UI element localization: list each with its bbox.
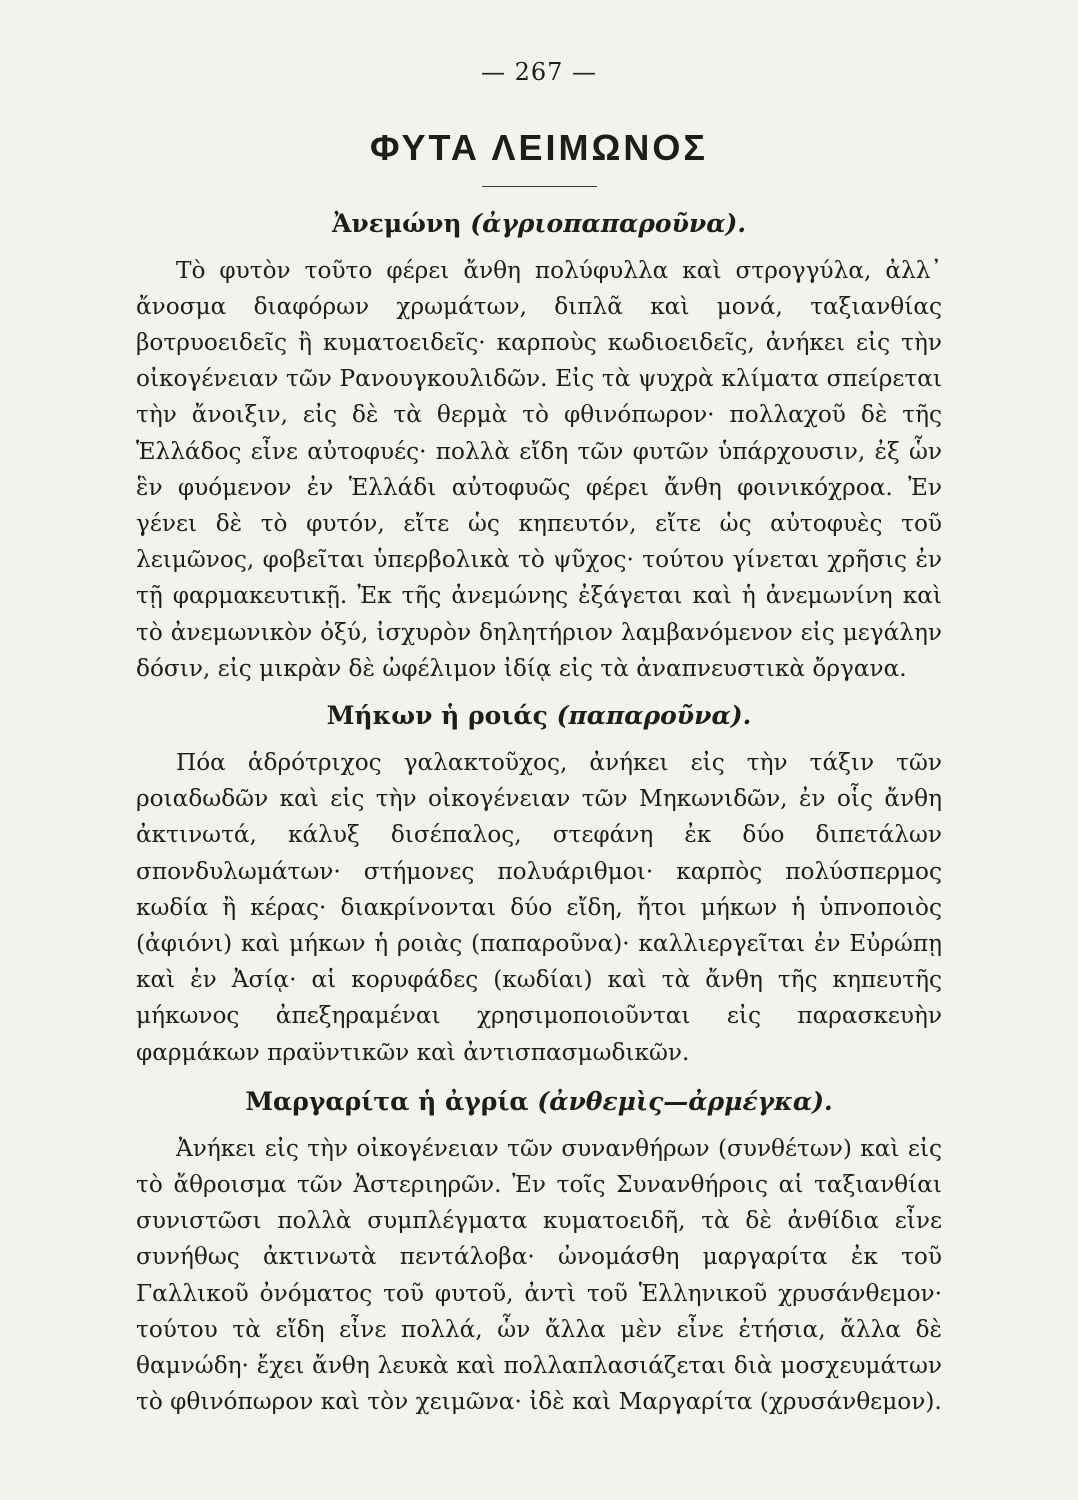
entry-heading-daisy xyxy=(136,1087,942,1117)
entry-alt-name: (ἀγριοπαπαροῦνα). xyxy=(470,208,747,238)
chapter-title: ΦΥΤΑ ΛΕΙΜΩΝΟΣ xyxy=(369,127,709,168)
entry-text-poppy: Πόα ἁδρότριχος γαλακτοῦχος, ἀνήκει εἰς τὴν τάξιν τῶν ροιαδωδῶν καὶ εἰς τὴν οἰκογένειαν τῶν Μηκωνιδῶν, ἐν οἷς ἄνθη ἀκτινωτά, κάλυξ δισέπαλος, στεφάνη ἐκ δύο διπετάλων σπονδυλωμάτων· στήμονες πολυάριθμοι· καρπὸς πολύσπερμος κωδία ἢ κέρας· διακρίνονται δύο εἴδη, ἤτοι μήκων ἡ ὑπνοποιὸς (ἀφιόνι) καὶ μήκων ἡ ροιὰς (παπαροῦνα)· καλλιεργεῖται ἐν Εὐρώπῃ καὶ ἐν Ἀσίᾳ· αἱ κορυφάδες (κωδίαι) καὶ τὰ ἄνθη τῆς κηπευτῆς μήκωνος ἀπεξηραμέναι χρησιμοποιοῦνται εἰς παρασκευὴν φαρμάκων πραϋντικῶν καὶ ἀντισπασμωδικῶν. xyxy=(136,749,942,1066)
entry-name: Μαργαρίτα ἡ ἀγρία xyxy=(245,1086,529,1116)
entry-text-anemone: Τὸ φυτὸν τοῦτο φέρει ἄνθη πολύφυλλα καὶ στρογγύλα, ἀλλ᾽ ἄνοσμα διαφόρων χρωμάτων, διπλᾶ καὶ μονά, ταξιανθίας βοτρυοειδεῖς ἢ κυματοειδεῖς· καρποὺς κωδιοειδεῖς, ἀνήκει εἰς τὴν οἰκογένειαν τῶν Ρανουγκουλιδῶν. Εἰς τὰ ψυχρὰ κλίματα σπείρεται τὴν ἄνοιξιν, εἰς δὲ τὰ θερμὰ τὸ φθινόπωρον· πολλαχοῦ δὲ τῆς Ἑλλάδος εἶνε αὐτοφυές· πολλὰ εἴδη τῶν φυτῶν ὑπάρχουσιν, ἐξ ὧν ἓν φυόμενον ἐν Ἑλλάδι αὐτοφυῶς φέρει ἄνθη φοινικόχροα. Ἐν γένει δὲ τὸ φυτόν, εἴτε ὡς κηπευτόν, εἴτε ὡς αὐτοφυὲς τοῦ λειμῶνος, φοβεῖται ὑπερβολικὰ τὸ ψῦχος· τούτου γίνεται χρῆσις ἐν τῇ φαρμακευτικῇ. Ἐκ τῆς ἀνεμώνης ἐξάγεται καὶ ἡ ἀνεμωνίνη καὶ τὸ ἀνεμωνικὸν ὀξύ, ἰσχυρὸν δηλητήριον λαμβανόμενον εἰς μεγάλην δόσιν, εἰς μικρὰν δὲ ὠφέλιμον ἰδίᾳ εἰς τὰ ἀναπνευστικὰ ὄργανα. xyxy=(136,256,942,682)
entry-poppy xyxy=(136,701,942,1071)
entry-anemone xyxy=(136,209,942,687)
entry-name: Ἀνεμώνη xyxy=(331,208,462,238)
entry-text-daisy: Ἀνήκει εἰς τὴν οἰκογένειαν τῶν συνανθήρων (συνθέτων) καὶ εἰς τὸ ἄθροισμα τῶν Ἀστεριηρῶν. Ἐν τοῖς Συνανθήροις αἱ ταξιανθίαι συνιστῶσι πολλὰ συμπλέγματα κυματοειδῆ, τὰ δὲ ἀνθίδια εἶνε συνήθως ἀκτινωτὰ πεντάλοβα· ὠνομάσθη μαργαρίτα ἐκ τοῦ Γαλλικοῦ ὀνόματος τοῦ φυτοῦ, ἀντὶ τοῦ Ἑλληνικοῦ χρυσάνθεμον· τούτου τὰ εἴδη εἶνε πολλά, ὧν ἄλλα μὲν εἶνε ἐτήσια, ἄλλα δὲ θαμνώδη· ἔχει ἄνθη λευκὰ καὶ πολλαπλασιάζεται διὰ μοσχευμάτων τὸ φθινόπωρον καὶ τὸν χειμῶνα· ἰδὲ καὶ Μαργαρίτα (χρυσάνθεμον). xyxy=(136,1134,942,1416)
entry-daisy xyxy=(136,1087,942,1421)
entry-alt-name: (ἀνθεμὶς—ἀρμέγκα). xyxy=(537,1086,833,1116)
entry-alt-name: (παπαροῦνα). xyxy=(556,701,752,731)
entry-heading-anemone xyxy=(136,209,942,239)
entry-name: Μήκων ἡ ροιάς xyxy=(326,701,548,731)
entry-heading-poppy xyxy=(136,701,942,731)
title-divider xyxy=(482,186,597,187)
page-number: — 267 — xyxy=(480,58,598,86)
